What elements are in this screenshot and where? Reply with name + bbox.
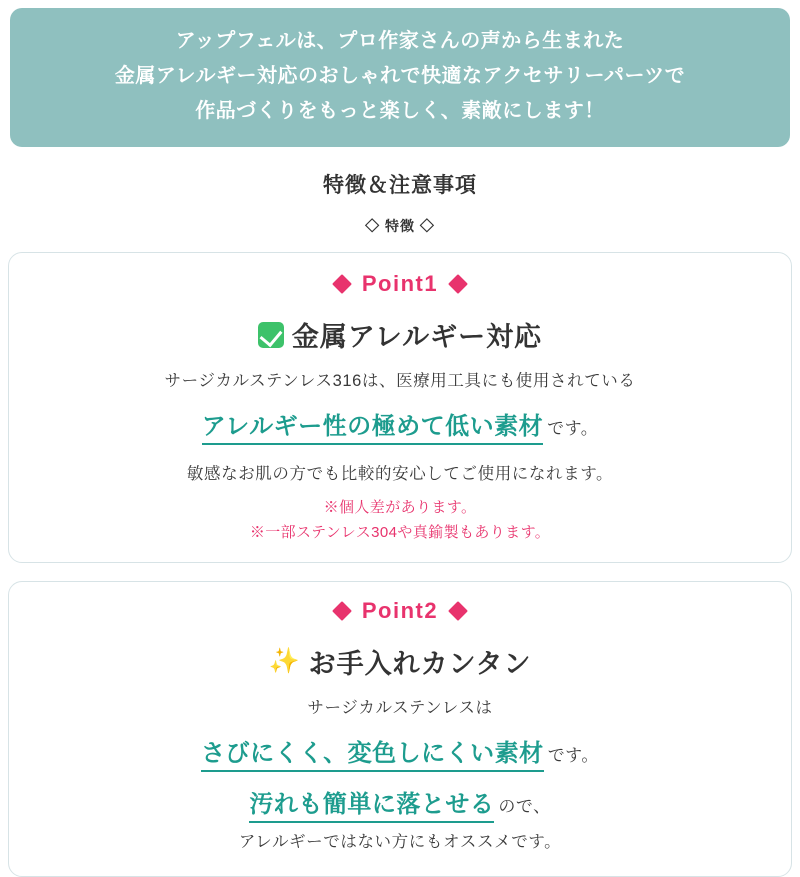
point2-emphasis-1: さびにくく、変色しにくい素材 xyxy=(201,733,544,772)
diamond-left-icon xyxy=(332,601,352,621)
point1-card xyxy=(8,252,792,563)
section-subtitle: ◇ 特徴 ◇ xyxy=(365,218,435,234)
sparkles-icon: ✨ xyxy=(268,646,301,675)
point2-card xyxy=(8,581,792,877)
point2-label-row xyxy=(23,598,777,624)
diamond-right-icon xyxy=(448,274,468,294)
diamond-right-icon xyxy=(448,601,468,621)
point1-emphasis-1-suffix: です。 xyxy=(547,419,599,439)
point2-emphasis-2-suffix: ので、 xyxy=(498,797,551,817)
point1-line-2: 敏感なお肌の方でも比較的安心してご使用になれます。 xyxy=(186,465,614,484)
check-square-icon xyxy=(258,322,284,348)
point2-emphasis-row-1 xyxy=(23,733,777,772)
point2-emphasis-1-suffix: です。 xyxy=(547,746,599,766)
point1-label-row xyxy=(23,271,777,297)
point1-emphasis-1: アレルギー性の極めて低い素材 xyxy=(202,406,543,445)
banner-line-1: アップフェルは、プロ作家さんの声から生まれた xyxy=(175,30,625,52)
point1-emphasis-row xyxy=(23,406,777,445)
diamond-left-icon xyxy=(332,274,352,294)
point1-heading-row xyxy=(23,315,777,354)
point2-emphasis-row-2 xyxy=(23,784,777,823)
point1-heading: 金属アレルギー対応 xyxy=(291,322,543,352)
point2-emphasis-2: 汚れも簡単に落とせる xyxy=(249,784,494,823)
point2-line-1: サージカルステンレスは xyxy=(307,698,493,717)
point2-heading-row xyxy=(23,642,777,681)
intro-banner xyxy=(10,8,790,147)
section-title: 特徴＆注意事項 xyxy=(323,174,477,197)
point2-line-2: アレルギーではない方にもオススメです。 xyxy=(238,833,562,852)
point1-label: Point1 xyxy=(361,271,439,296)
banner-line-3: 作品づくりをもっと楽しく、素敵にします！ xyxy=(195,100,605,122)
point1-note-2: ※一部ステンレス304や真鍮製もあります。 xyxy=(249,523,551,541)
point1-line-1: サージカルステンレス316は、医療用工具にも使用されている xyxy=(164,372,636,390)
point2-label: Point2 xyxy=(361,597,439,623)
point2-heading: お手入れカンタン xyxy=(308,648,532,679)
point1-note-1: ※個人差があります。 xyxy=(323,498,477,516)
banner-line-2: 金属アレルギー対応のおしゃれで快適なアクセサリーパーツで xyxy=(114,65,686,87)
page-root xyxy=(0,8,800,852)
